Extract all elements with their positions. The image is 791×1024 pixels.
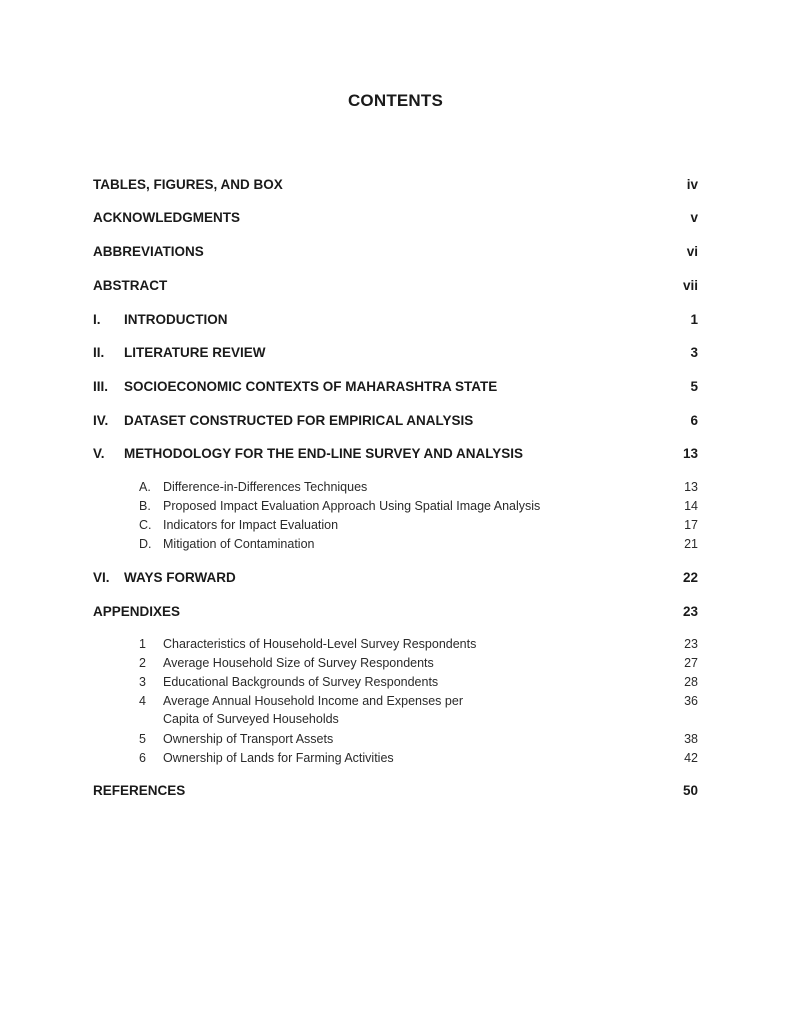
toc-entry-number: VI. bbox=[93, 569, 110, 585]
toc-entry-label: LITERATURE REVIEW bbox=[124, 344, 266, 360]
toc-entry-page: 3 bbox=[690, 344, 698, 360]
toc-entry-label: METHODOLOGY FOR THE END-LINE SURVEY AND ANALYSIS bbox=[124, 445, 524, 461]
toc-entry-page: 22 bbox=[682, 569, 698, 585]
toc-appendix-1[interactable] bbox=[93, 634, 698, 654]
toc-appendix-number: 3 bbox=[139, 675, 146, 689]
toc-entry-label: SOCIOECONOMIC CONTEXTS OF MAHARASHTRA STATE bbox=[124, 378, 498, 394]
toc-entry-label: APPENDIXES bbox=[93, 603, 181, 619]
toc-appendix-label: Average Annual Household Income and Expenses per Capita of Surveyed Households bbox=[163, 694, 463, 726]
toc-subentry-letter: B. bbox=[139, 499, 151, 513]
toc-entry-label: ABBREVIATIONS bbox=[93, 243, 204, 259]
toc-appendix-page: 42 bbox=[684, 751, 698, 765]
toc-appendix-5[interactable] bbox=[93, 729, 698, 749]
toc-appendix-3[interactable] bbox=[93, 672, 698, 692]
toc-entry-literature-review[interactable] bbox=[93, 342, 698, 362]
toc-subentry-impact-evaluation-approach[interactable] bbox=[93, 496, 698, 516]
toc-entry-methodology[interactable] bbox=[93, 443, 698, 463]
toc-entry-references[interactable] bbox=[93, 780, 698, 800]
toc-appendix-page: 36 bbox=[684, 694, 698, 708]
toc-appendix-label: Average Household Size of Survey Respondents bbox=[163, 656, 434, 670]
toc-entry-number: I. bbox=[93, 311, 101, 327]
toc-entry-abstract[interactable] bbox=[93, 275, 698, 295]
toc-entry-socioeconomic-contexts[interactable] bbox=[93, 376, 698, 396]
toc-appendix-page: 28 bbox=[684, 675, 698, 689]
toc-subentry-page: 17 bbox=[684, 518, 698, 532]
toc-subentry-label: Difference-in-Differences Techniques bbox=[163, 480, 368, 494]
toc-entry-abbreviations[interactable] bbox=[93, 241, 698, 261]
toc-entry-label: TABLES, FIGURES, AND BOX bbox=[93, 176, 283, 192]
toc-entry-label: ABSTRACT bbox=[93, 277, 168, 293]
toc-appendix-label: Ownership of Transport Assets bbox=[163, 732, 334, 746]
toc-entry-page: vi bbox=[686, 243, 698, 259]
toc-appendix-number: 1 bbox=[139, 637, 146, 651]
toc-appendix-label: Characteristics of Household-Level Survey Respondents bbox=[163, 637, 477, 651]
toc-entry-page: 5 bbox=[690, 378, 698, 394]
toc-subentry-indicators[interactable] bbox=[93, 515, 698, 535]
toc-subentry-difference-in-differences[interactable] bbox=[93, 477, 698, 497]
toc-entry-label: REFERENCES bbox=[93, 782, 186, 798]
toc-appendix-number: 6 bbox=[139, 751, 146, 765]
toc-appendix-label: Educational Backgrounds of Survey Respondents bbox=[163, 675, 439, 689]
toc-appendix-page: 23 bbox=[684, 637, 698, 651]
toc-appendix-2[interactable] bbox=[93, 653, 698, 673]
toc-entry-page: 6 bbox=[690, 412, 698, 428]
toc-entry-number: III. bbox=[93, 378, 109, 394]
toc-entry-acknowledgments[interactable] bbox=[93, 207, 698, 227]
toc-entry-number: V. bbox=[93, 445, 105, 461]
page-title: CONTENTS bbox=[347, 91, 444, 110]
toc-entry-page: 13 bbox=[682, 445, 698, 461]
toc-entry-number: II. bbox=[93, 344, 105, 360]
toc-entry-page: 23 bbox=[682, 603, 698, 619]
toc-entry-label: DATASET CONSTRUCTED FOR EMPIRICAL ANALYSIS bbox=[124, 412, 474, 428]
toc-subentry-label: Mitigation of Contamination bbox=[163, 537, 315, 551]
toc-entry-ways-forward[interactable] bbox=[93, 567, 698, 587]
toc-subentry-page: 21 bbox=[684, 537, 698, 551]
toc-entry-page: vii bbox=[682, 277, 698, 293]
toc-entry-dataset[interactable] bbox=[93, 410, 698, 430]
toc-appendix-4[interactable] bbox=[93, 692, 698, 730]
toc-subentry-letter: D. bbox=[139, 537, 152, 551]
toc-subentry-label: Indicators for Impact Evaluation bbox=[163, 518, 339, 532]
toc-subentry-page: 13 bbox=[684, 480, 698, 494]
toc-subentry-letter: A. bbox=[139, 480, 151, 494]
toc-appendix-page: 27 bbox=[684, 656, 698, 670]
toc-entry-introduction[interactable] bbox=[93, 309, 698, 329]
toc-appendix-number: 2 bbox=[139, 656, 146, 670]
toc-entry-label: WAYS FORWARD bbox=[124, 569, 236, 585]
toc-subentry-page: 14 bbox=[684, 499, 698, 513]
toc-subentry-letter: C. bbox=[139, 518, 152, 532]
toc-appendix-6[interactable] bbox=[93, 748, 698, 768]
toc-entry-number: IV. bbox=[93, 412, 109, 428]
toc-appendix-number: 5 bbox=[139, 732, 146, 746]
toc-entry-page: iv bbox=[686, 176, 698, 192]
toc-appendix-page: 38 bbox=[684, 732, 698, 746]
toc-appendix-label: Ownership of Lands for Farming Activities bbox=[163, 751, 394, 765]
toc-entry-label: ACKNOWLEDGMENTS bbox=[93, 209, 240, 225]
toc-subentry-mitigation[interactable] bbox=[93, 534, 698, 554]
toc-entry-label: INTRODUCTION bbox=[124, 311, 228, 327]
toc-entry-page: 50 bbox=[682, 782, 698, 798]
toc-appendix-number: 4 bbox=[139, 694, 146, 708]
toc-entry-tables-figures-box[interactable] bbox=[93, 174, 698, 194]
toc-subentry-label: Proposed Impact Evaluation Approach Using Spatial Image Analysis bbox=[163, 499, 541, 513]
toc-entry-page: v bbox=[690, 209, 698, 225]
toc-entry-appendixes[interactable] bbox=[93, 601, 698, 621]
toc-entry-page: 1 bbox=[690, 311, 698, 327]
